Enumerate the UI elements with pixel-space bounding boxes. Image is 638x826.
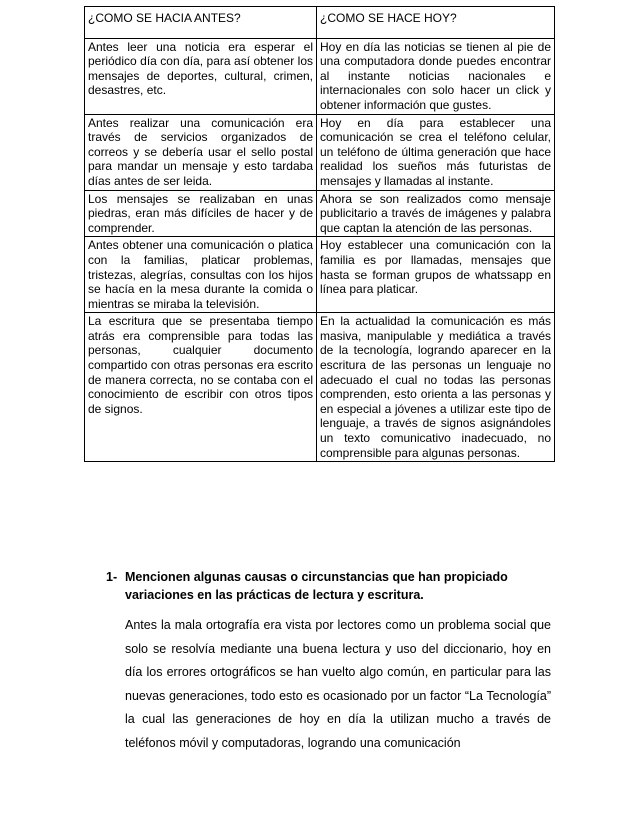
table-row: [85, 38, 555, 114]
cell-hoy: Ahora se son realizados como mensaje publicitario a través de imágenes y palabra que captan la atención de las personas.: [317, 190, 555, 237]
question-number: 1-: [106, 570, 118, 584]
cell-hoy: Hoy en día las noticias se tienen al pie de una computadora donde puedes encontrar al instante noticias nacionales e internacionales con solo hacer un click y obtener información que gustes.: [317, 38, 555, 114]
cell-antes: Antes obtener una comunicación o platica con la familias, platicar problemas, tristezas, alegrías, consultas con los hijos se hacía en la mesa durante la comida o mientras se miraba la televisión.: [85, 237, 317, 313]
cell-antes: Antes leer una noticia era esperar el periódico día con día, para así obtener los mensajes de deportes, cultural, crimen, desastres, etc.: [85, 38, 317, 114]
table-row: [85, 237, 555, 313]
table-header-row: [85, 7, 555, 39]
cell-hoy: En la actualidad la comunicación es más masiva, manipulable y mediática a través de la tecnología, logrando aparecer en la escritura de las personas un lenguaje no adecuado el cual no todas las personas comprenden, esto orienta a las personas y en especial a jóvenes a utilizar este tipo de lenguaje, a través de signos asignándoles un texto comunicativo inadecuado, no comprensible para algunas personas.: [317, 313, 555, 462]
question-item: [106, 568, 566, 604]
header-hoy: ¿COMO SE HACE HOY?: [317, 7, 555, 39]
question-text: Mencionen algunas causas o circunstancias que han propiciado variaciones en las prácticas de lectura y escritura.: [125, 570, 508, 602]
table-row: [85, 190, 555, 237]
cell-hoy: Hoy establecer una comunicación con la familia es por llamadas, mensajes que hasta se forman grupos de whatssapp en línea para platicar.: [317, 237, 555, 313]
table-row: [85, 313, 555, 462]
answer-paragraph: Antes la mala ortografía era vista por lectores como un problema social que solo se resolvía mediante una buena lectura y uso del diccionario, hoy en día los errores ortográficos se han vuelto algo común, en particular para las nuevas generaciones, todo esto es ocasionado por un factor “La Tecnología” la cual las generaciones de hoy en día la utilizan mucho a través de teléfonos móvil y computadoras, logrando una comunicación: [125, 618, 551, 750]
cell-antes: Antes realizar una comunicación era través de servicios organizados de correos y se debería usar el sello postal para mandar un mensaje y esto tardaba días antes de ser leida.: [85, 114, 317, 190]
cell-antes: Los mensajes se realizaban en unas piedras, eran más difíciles de hacer y de comprender.: [85, 190, 317, 237]
cell-hoy: Hoy en día para establecer una comunicación se crea el teléfono celular, un teléfono de última generación que hace realidad los sueños más futuristas de mensajes y llamadas al instante.: [317, 114, 555, 190]
cell-antes: La escritura que se presentaba tiempo atrás era comprensible para todas las personas, cualquier documento compartido con otras personas era escrito de manera correcta, no se contaba con el conocimiento de escribir con otros tipos de signos.: [85, 313, 317, 462]
table-row: [85, 114, 555, 190]
comparison-table: [84, 6, 555, 462]
header-antes: ¿COMO SE HACIA ANTES?: [85, 7, 317, 39]
